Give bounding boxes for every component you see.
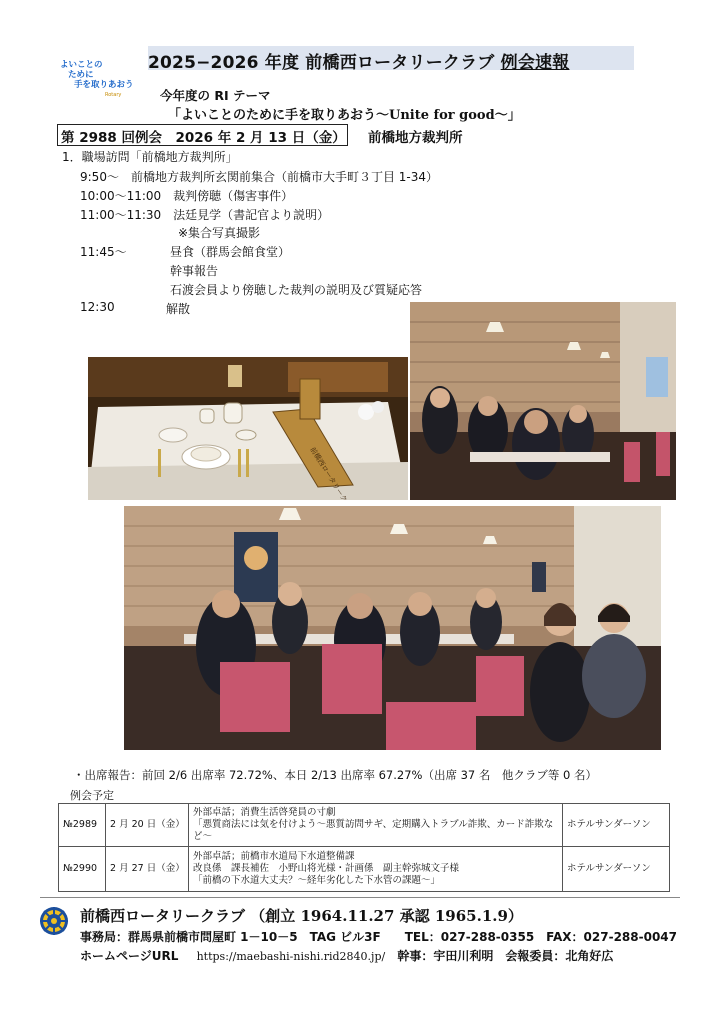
program-line: 昼食（群馬会館食堂）	[170, 245, 291, 259]
schedule-place: ホテルサンダーソン	[563, 804, 670, 847]
schedule-line: 外部卓話；前橋市水道局下水道整備課	[193, 851, 355, 862]
title-main: 2025−2026 年度 前橋西ロータリークラブ	[148, 53, 495, 73]
club-founded: （創立 1964.11.27 承認 1965.1.9）	[250, 907, 523, 925]
table-row	[59, 804, 670, 847]
homepage-link[interactable]: https://maebashi-nishi.rid2840.jp/	[196, 950, 386, 963]
schedule-table	[58, 803, 670, 892]
ri-theme-logo	[60, 60, 140, 106]
logo-line-3: 手を取りあおう	[74, 80, 134, 90]
program-line: 11:00～11:30 法廷見学（書記官より説明）	[80, 208, 330, 222]
program-line: 11:45～	[80, 245, 127, 259]
logo-line-1: よいことの	[60, 60, 103, 70]
schedule-content	[189, 804, 563, 847]
attendance-report: ・出席報告：前回 2/6 出席率 72.72%、本日 2/13 出席率 67.27%（出席 37 名 他クラブ等 0 名）	[73, 768, 598, 782]
program-line: 1．職場訪問「前橋地方裁判所」	[62, 150, 238, 164]
meeting-venue: 前橋地方裁判所	[368, 130, 463, 146]
program-line: 10:00～11:00 裁判傍聴（傷害事件）	[80, 189, 294, 203]
photo-table-setting	[88, 357, 408, 500]
program-line: 幹事報告	[170, 264, 219, 278]
schedule-line: 改良係 課長補佐 小野山将光様・計画係 副主幹弥城文子様	[193, 863, 460, 874]
logo-line-2: ために	[68, 70, 94, 80]
photo-lunch-group	[124, 506, 661, 750]
schedule-label: 例会予定	[70, 789, 114, 802]
schedule-line: 外部卓話；消費生活啓発員の寸劇	[193, 807, 336, 818]
rotary-wheel-icon	[38, 905, 70, 937]
schedule-line: 「悪質商法には気を付けよう～悪質訪問サギ、定期購入トラブル詐欺、カード詐欺など～	[193, 819, 554, 842]
club-name	[80, 905, 523, 926]
schedule-no: №2990	[59, 847, 106, 892]
schedule-no: №2989	[59, 804, 106, 847]
program-line: 石渡会員より傍聴した裁判の説明及び質疑応答	[170, 283, 423, 297]
staff-info: 幹事：宇田川利明 会報委員：北角好広	[397, 949, 614, 963]
program-line: 12:30	[80, 300, 115, 314]
schedule-date: 2 月 27 日（金）	[106, 847, 189, 892]
schedule-date: 2 月 20 日（金）	[106, 804, 189, 847]
logo-rotary-text: Rotary	[105, 92, 122, 98]
ri-theme-label: 今年度の RI テーマ	[160, 88, 271, 103]
meeting-heading: 第 2988 回例会 2026 年 2 月 13 日（金）	[61, 130, 346, 146]
club-name-text: 前橋西ロータリークラブ	[80, 907, 246, 925]
program-line: 解散	[166, 302, 191, 316]
footer-divider	[40, 897, 680, 898]
photo-dining-room	[410, 302, 676, 500]
homepage-line	[80, 947, 613, 964]
page-title	[148, 48, 569, 73]
schedule-content	[189, 847, 563, 892]
program-line: ※集合写真撮影	[178, 226, 261, 240]
table-row	[59, 847, 670, 892]
title-tail: 例会速報	[500, 53, 570, 73]
program-line: 9:50～ 前橋地方裁判所玄関前集合（前橋市大手町３丁目 1-34）	[80, 170, 438, 184]
homepage-label: ホームページURL	[80, 949, 179, 963]
office-info: 事務局：群馬県前橋市問屋町 1－10－5 TAG ビル3F TEL：027-288-0355 FAX：027-288-0047	[80, 930, 677, 944]
ri-theme-text: 「よいことのために手を取りあおう～Unite for good～」	[168, 108, 521, 123]
schedule-place: ホテルサンダーソン	[563, 847, 670, 892]
schedule-line: 「前橋の下水道大丈夫？～経年劣化した下水管の課題～」	[193, 875, 441, 886]
